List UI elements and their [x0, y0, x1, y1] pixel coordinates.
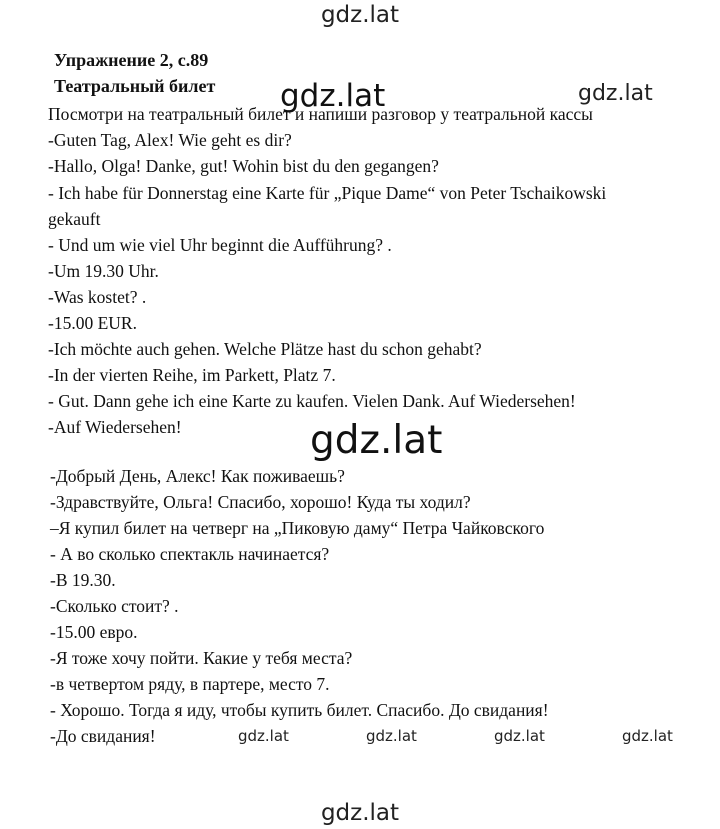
dialogue-line: -Hallo, Olga! Danke, gut! Wohin bist du den gegangen?: [48, 156, 439, 176]
dialogue-line: -Ich möchte auch gehen. Welche Plätze hast du schon gehabt?: [48, 339, 482, 359]
watermark-mid-top: gdz.lat: [280, 78, 386, 114]
dialogue-line: -Um 19.30 Uhr.: [48, 261, 159, 281]
watermark-right: gdz.lat: [578, 81, 653, 106]
dialogue-line: -In der vierten Reihe, im Parkett, Platz 7.: [48, 365, 336, 385]
dialogue-line: -До свидания!: [50, 726, 156, 746]
dialogue-line: -Добрый День, Алекс! Как поживаешь?: [50, 466, 345, 486]
dialogue-line: - Und um wie viel Uhr beginnt die Aufführung? .: [48, 235, 392, 255]
dialogue-line: –Я купил билет на четверг на „Пиковую даму“ Петра Чайковского: [50, 518, 545, 538]
dialogue-line: -Auf Wiedersehen!: [48, 417, 182, 437]
dialogue-line: - Gut. Dann gehe ich eine Karte zu kaufen. Vielen Dank. Auf Wiedersehen!: [48, 391, 576, 411]
exercise-subtitle: Театральный билет: [54, 76, 216, 96]
watermark-top: gdz.lat: [320, 2, 400, 28]
watermark-bottom: gdz.lat: [320, 800, 400, 826]
dialogue-line: -Сколько стоит? .: [50, 596, 179, 616]
exercise-title: Упражнение 2, с.89: [54, 50, 209, 70]
dialogue-line: - Хорошо. Тогда я иду, чтобы купить билет. Спасибо. До свидания!: [50, 700, 549, 720]
dialogue-line: -Я тоже хочу пойти. Какие у тебя места?: [50, 648, 353, 668]
dialogue-line: gekauft: [48, 209, 101, 229]
dialogue-line: -15.00 евро.: [50, 622, 138, 642]
watermark-row-3: gdz.lat: [494, 727, 545, 745]
dialogue-line: - Ich habe für Donnerstag eine Karte für „Pique Dame“ von Peter Tschaikowski: [48, 183, 607, 203]
watermark-row-2: gdz.lat: [366, 727, 417, 745]
dialogue-line: -В 19.30.: [50, 570, 116, 590]
watermark-center: gdz.lat: [310, 418, 443, 463]
task-text: Посмотри на театральный билет и напиши разговор у театральной кассы: [48, 104, 593, 124]
dialogue-line: -Guten Tag, Alex! Wie geht es dir?: [48, 130, 292, 150]
dialogue-line: - А во сколько спектакль начинается?: [50, 544, 330, 564]
watermark-row-1: gdz.lat: [238, 727, 289, 745]
dialogue-line: -Was kostet? .: [48, 287, 147, 307]
watermark-row-4: gdz.lat: [622, 727, 673, 745]
dialogue-line: -в четвертом ряду, в партере, место 7.: [50, 674, 330, 694]
dialogue-line: -15.00 EUR.: [48, 313, 137, 333]
dialogue-line: -Здравствуйте, Ольга! Спасибо, хорошо! Куда ты ходил?: [50, 492, 471, 512]
